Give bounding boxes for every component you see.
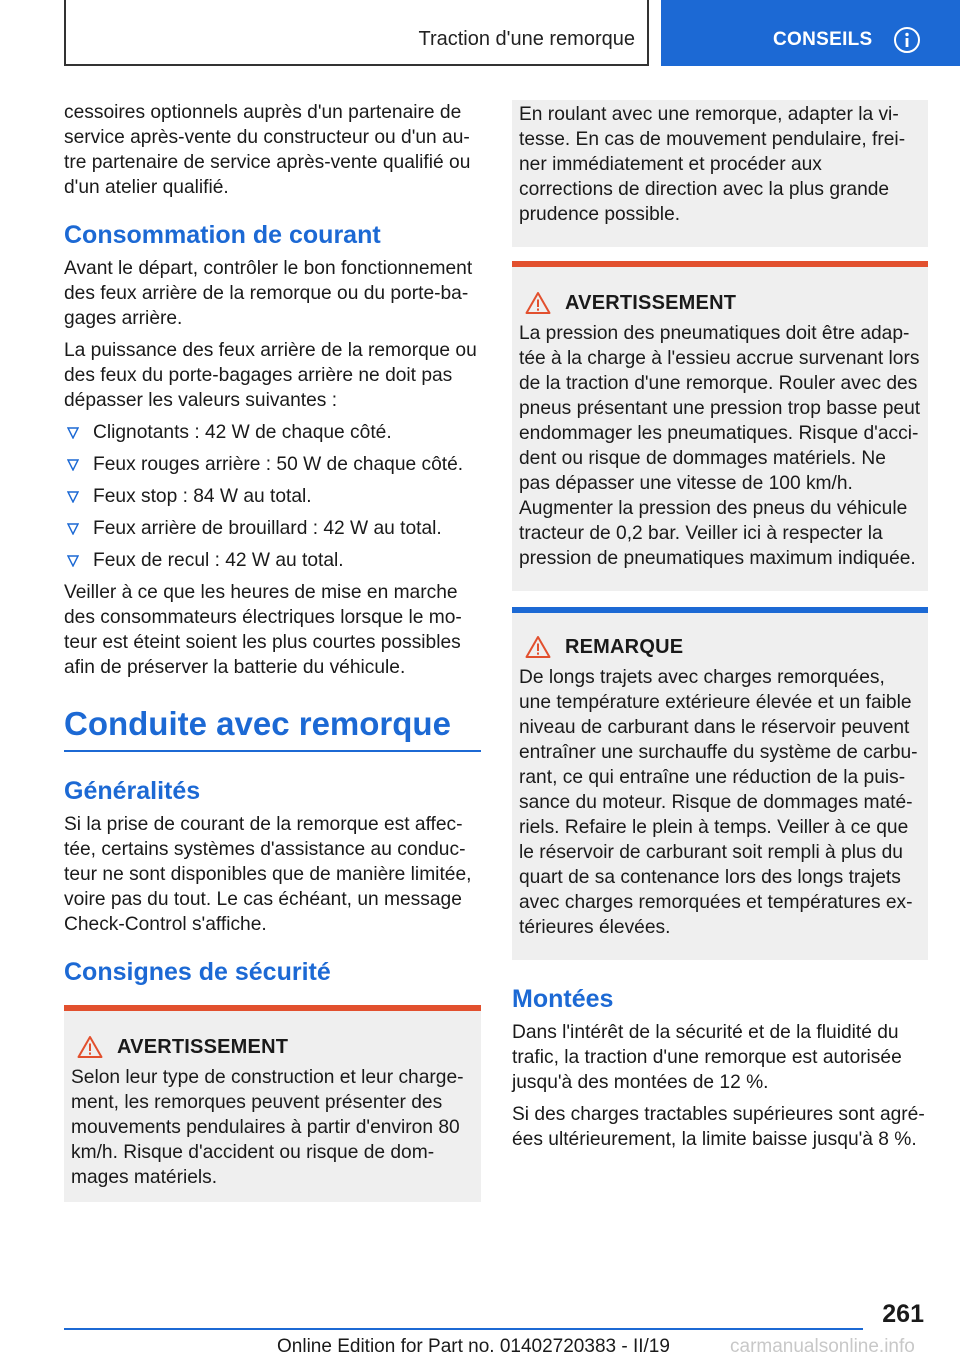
heading-consumption: Consommation de courant <box>64 221 381 249</box>
power-limits-list <box>64 420 481 573</box>
warning-box <box>64 1005 481 1202</box>
note-box <box>512 607 928 960</box>
bullet-triangle-icon <box>67 555 79 567</box>
list-item-text: Feux de recul : 42 W au total. <box>93 550 344 571</box>
list-item <box>64 484 481 509</box>
note-title: REMARQUE <box>565 635 684 658</box>
warning-triangle-icon <box>525 291 551 315</box>
warning-header <box>519 291 921 315</box>
bullet-triangle-icon <box>67 459 79 471</box>
warning-header <box>71 1035 474 1059</box>
warning-title: AVERTISSEMENT <box>565 291 737 314</box>
list-item-text: Feux arrière de brouillard : 42 W au total. <box>93 518 442 539</box>
section-title: Traction d'une remorque <box>418 28 635 50</box>
list-item-text: Feux rouges arrière : 50 W de chaque côté. <box>93 454 464 475</box>
warning-box-continued <box>512 100 928 247</box>
heading-general: Généralités <box>64 777 201 805</box>
warning-triangle-icon <box>77 1035 103 1059</box>
category-tab[interactable] <box>661 0 960 66</box>
bullet-triangle-icon <box>67 427 79 439</box>
list-item <box>64 452 481 477</box>
note-header <box>519 635 921 659</box>
section-tab <box>64 0 649 66</box>
tire-pressure-warning-box <box>512 261 928 591</box>
right-column <box>512 100 928 1159</box>
page-number: 261 <box>882 1300 924 1328</box>
heading-safety: Consignes de sécurité <box>64 958 331 986</box>
list-item <box>64 516 481 541</box>
list-item <box>64 420 481 445</box>
consumption-paragraph-2: La puissance des feux arrière de la remorque ou des feux du porte-bagages arrière ne doit pas dépasser les valeurs suivantes : <box>64 340 477 411</box>
slopes-paragraph-2: Si des charges tractables supérieures sont agréées ultérieurement, la limite baisse jusqu'à 8 %. <box>512 1104 925 1150</box>
warning-text: La pression des pneumatiques doit être adaptée à la charge à l'essieu accrue survenant lors de la traction d'une remorque. Rouler avec des pneus présentant une pression trop basse peut endommager les pneumatiques. Risque d'accident ou risque de dommages matériels. Ne pas dépasser une vitesse de 100 km/h. Augmenter la pression des pneus du véhicule tracteur de 0,2 bar. Veiller ici à respecter la pression de pneumatiques maximum indiquée. <box>519 323 921 569</box>
list-item <box>64 548 481 573</box>
consumption-paragraph-3: Veiller à ce que les heures de mise en marche des consommateurs électriques lorsque le moteur est éteint soient les plus courtes possibles afin de préserver la batterie du véhicule. <box>64 582 462 678</box>
footer-divider <box>64 1328 863 1330</box>
info-icon[interactable] <box>893 26 921 54</box>
left-column <box>64 100 481 1202</box>
heading-slopes: Montées <box>512 985 614 1013</box>
list-item-text: Clignotants : 42 W de chaque côté. <box>93 422 392 443</box>
page-header <box>64 0 960 66</box>
slopes-paragraph-1: Dans l'intérêt de la sécurité et de la fluidité du trafic, la traction d'une remorque est autorisée jusqu'à des montées de 12 %. <box>512 1022 902 1093</box>
list-item-text: Feux stop : 84 W au total. <box>93 486 312 507</box>
heading-driving-with-trailer: Conduite avec remorque <box>64 704 481 752</box>
warning-triangle-icon <box>525 635 551 659</box>
note-text: De longs trajets avec charges remorquées, une température extérieure élevée et un faible niveau de carburant dans le réservoir peuvent entraîner une surchauffe du système de carburant, ce qui entraîne une réduction de la puissance du moteur. Risque de dommages matériels. Refaire le plein à temps. Veiller à ce que le réservoir de carburant soit rempli à plus du quart de sa contenance lors des longs trajets avec charges remorquées et températures extérieures élevées. <box>519 667 918 938</box>
bullet-triangle-icon <box>67 523 79 535</box>
edition-text: Online Edition for Part no. 01402720383 - II/19 <box>277 1336 670 1357</box>
warning-continued-text: En roulant avec une remorque, adapter la vitesse. En cas de mouvement pendulaire, freiner immédiatement et procéder aux corrections de direction avec la plus grande prudence possible. <box>519 104 906 225</box>
bullet-triangle-icon <box>67 491 79 503</box>
category-label: CONSEILS <box>773 29 873 50</box>
warning-text: Selon leur type de construction et leur chargement, les remorques peuvent présenter des mouvements pendulaires à partir d'environ 80 km/h. Risque d'accident ou risque de dommages matériels. <box>71 1067 464 1188</box>
warning-title: AVERTISSEMENT <box>117 1035 289 1058</box>
intro-paragraph: cessoires optionnels auprès d'un partenaire de service après-vente du constructeur ou d'un autre partenaire de service après-vente qualifié ou d'un atelier qualifié. <box>64 102 471 198</box>
general-paragraph: Si la prise de courant de la remorque est affectée, certains systèmes d'assistance au conducteur ne sont disponibles que de manière limitée, voire pas du tout. Le cas échéant, un message Check-Control s'affiche. <box>64 814 472 935</box>
consumption-paragraph-1: Avant le départ, contrôler le bon fonctionnement des feux arrière de la remorque ou du porte-bagages arrière. <box>64 258 473 329</box>
watermark-text: carmanualsonline.info <box>730 1336 915 1357</box>
